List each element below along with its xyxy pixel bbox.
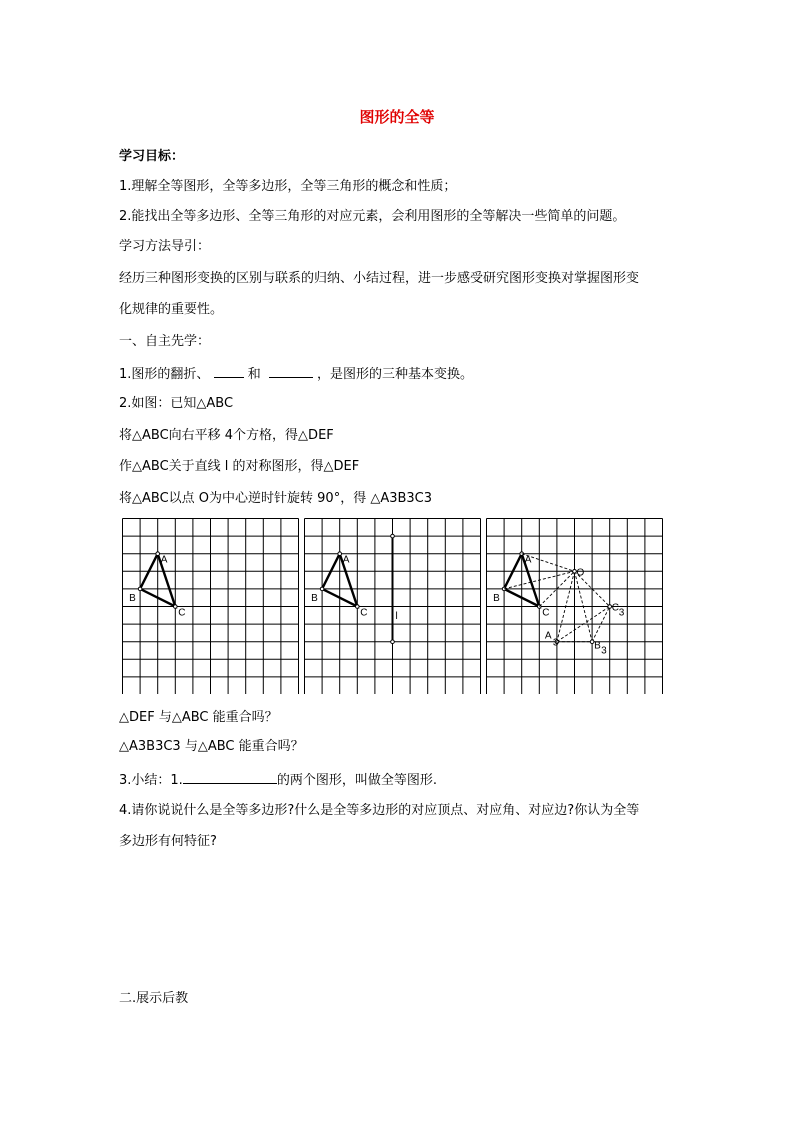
label-a3: A bbox=[544, 630, 552, 642]
ask-a3b3c3-abc: △A3B3C3 与△ABC 能重合吗？ bbox=[119, 739, 304, 754]
question-2-rotate: 将△ABC以点 O为中心逆时针旋转 90°，得 △A3B3C3 bbox=[119, 491, 433, 506]
question-3-prefix: 3.小结：1. bbox=[119, 773, 183, 788]
objective-2: 2.能找出全等多边形、全等三角形的对应元素，会利用图形的全等解决一些简单的问题。 bbox=[119, 209, 626, 224]
label-b: B bbox=[311, 592, 318, 604]
method-text-2: 化规律的重要性。 bbox=[119, 302, 224, 317]
label-b3: B bbox=[594, 640, 601, 652]
question-1-mid: 和 bbox=[247, 367, 261, 382]
label-c: C bbox=[178, 607, 186, 619]
question-1-suffix: ，是图形的三种基本变换。 bbox=[316, 367, 473, 382]
label-b3-subscript: 3 bbox=[601, 645, 607, 657]
label-a3-subscript: 3 bbox=[552, 637, 559, 649]
label-c: C bbox=[360, 607, 368, 619]
vertex-dot bbox=[320, 587, 324, 591]
question-2: 2.如图：已知△ABC bbox=[119, 396, 234, 411]
question-2-reflect: 作△ABC关于直线 l 的对称图形，得△DEF bbox=[119, 459, 360, 474]
label-l: l bbox=[395, 610, 398, 622]
question-2-translate: 将△ABC向右平移 4个方格，得△DEF bbox=[119, 428, 334, 443]
label-a: A bbox=[342, 554, 350, 566]
question-4-line-1: 4.请你说说什么是全等多边形?什么是全等多边形的对应顶点、对应角、对应边?你认为全等 bbox=[119, 803, 640, 818]
question-1 bbox=[119, 364, 473, 384]
line-endpoint-dot bbox=[391, 640, 395, 644]
ask-def-abc: △DEF 与△ABC 能重合吗？ bbox=[119, 710, 278, 725]
page-title: 图形的全等 bbox=[359, 108, 435, 126]
question-3-suffix: 的两个图形，叫做全等图形. bbox=[276, 773, 437, 788]
grid-figure-rotation bbox=[486, 518, 664, 694]
objective-1: 1.理解全等图形，全等多边形，全等三角形的概念和性质； bbox=[119, 179, 457, 194]
label-a: A bbox=[524, 554, 532, 566]
objectives-heading: 学习目标： bbox=[119, 149, 185, 164]
line-endpoint-dot bbox=[391, 534, 395, 538]
answer-blank-3[interactable] bbox=[183, 770, 277, 784]
label-c3: C bbox=[611, 602, 619, 614]
label-b: B bbox=[493, 592, 500, 604]
question-1-prefix: 1.图形的翻折、 bbox=[119, 367, 210, 382]
label-c3-subscript: 3 bbox=[618, 607, 625, 619]
question-4-line-2: 多边形有何特征? bbox=[119, 834, 217, 849]
answer-blank-1[interactable] bbox=[214, 364, 244, 378]
label-c: C bbox=[542, 607, 550, 619]
label-b: B bbox=[129, 592, 136, 604]
method-text-1: 经历三种图形变换的区别与联系的归纳、小结过程，进一步感受研究图形变换对掌握图形变 bbox=[119, 271, 640, 286]
method-heading: 学习方法导引： bbox=[119, 239, 211, 254]
vertex-dot bbox=[174, 605, 178, 609]
section-1-heading: 一、自主先学： bbox=[119, 334, 211, 349]
grid-figure-translation bbox=[122, 518, 300, 694]
label-o: O bbox=[576, 567, 585, 579]
answer-blank-2[interactable] bbox=[269, 364, 313, 378]
vertex-dot bbox=[138, 587, 142, 591]
question-3 bbox=[119, 770, 437, 790]
grid-figure-reflection bbox=[304, 518, 482, 694]
vertex-dot bbox=[356, 605, 360, 609]
label-a: A bbox=[160, 554, 168, 566]
section-2-heading: 二.展示后教 bbox=[119, 991, 189, 1006]
vertex-dot bbox=[156, 552, 160, 556]
vertex-dot bbox=[338, 552, 342, 556]
